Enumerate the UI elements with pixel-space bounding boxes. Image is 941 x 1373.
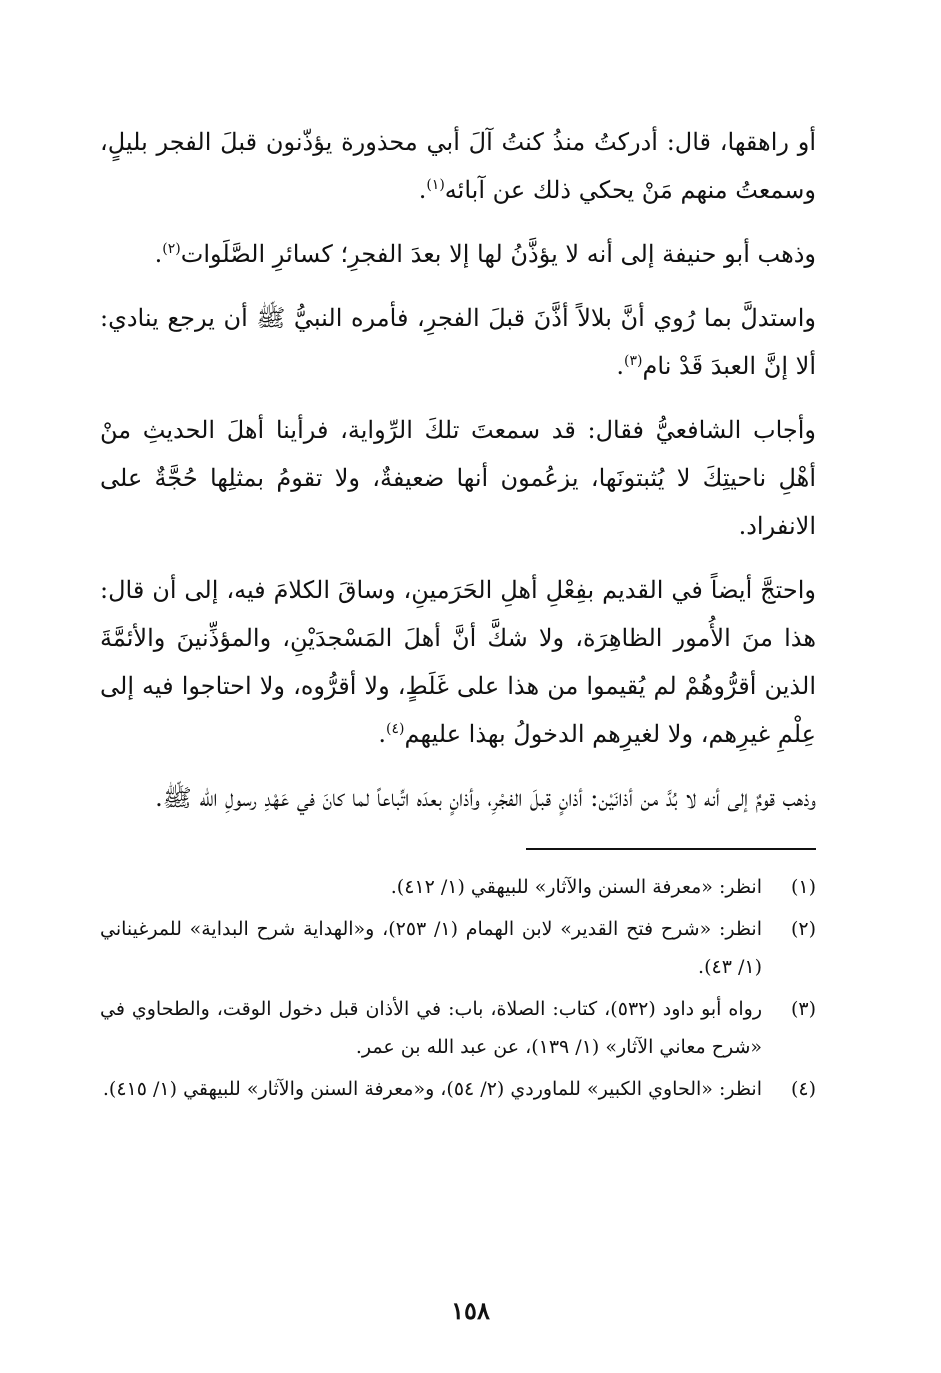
page-body [100, 118, 816, 1112]
footnote-4 [100, 1070, 816, 1108]
footnote-number: (١) [790, 876, 816, 898]
footnote-text: انظر: «الحاوي الكبير» للماوردي (٢/ ٥٤)، و«معرفة السنن والآثار» للبيهقي (١/ ٤١٥). [102, 1078, 762, 1100]
footnote-text: رواه أبو داود (٥٣٢)، كتاب: الصلاة، باب: في الأذان قبل دخول الوقت، والطحاوي في «شرح معاني الآثار» (١/ ١٣٩)، عن عبد الله بن عمر. [100, 998, 763, 1058]
footnote-divider [526, 848, 816, 850]
footnote-ref-3[interactable]: (٣) [624, 353, 643, 369]
footnote-text: انظر: «معرفة السنن والآثار» للبيهقي (١/ ٤١٢). [390, 876, 762, 898]
footnote-2 [100, 910, 816, 986]
footnote-3 [100, 990, 816, 1066]
paragraph-2: وذهب أبو حنيفة إلى أنه لا يؤذَّنُ لها إلا بعدَ الفجرِ؛ كسائرِ الصَّلَوات$^{(٢)}$. [154, 240, 816, 268]
footnote-1 [100, 868, 816, 906]
paragraph-3: واستدلَّ بما رُوي أنَّ بلالاً أذَّنَ قبلَ الفجرِ، فأمره النبيُّ ﷺ أن يرجع ينادي: ألا إنَّ العبدَ قَدْ نام$^{(٣)}$. [100, 304, 816, 380]
footnote-ref-1[interactable]: (١) [426, 177, 445, 193]
footnote-number: (٢) [790, 918, 816, 940]
footnote-ref-2[interactable]: (٢) [162, 241, 181, 257]
footnote-ref-4[interactable]: (٤) [386, 721, 405, 737]
paragraph-6: وذهب قومٌ إلى أنه لا بُدَّ من أذانَيْن: أذانٍ قبلَ الفجْرِ، وأذانٍ بعدَه اتِّباعاً لما كانَ في عَهْدِ رسولِ الله ﷺ. [155, 784, 816, 812]
paragraph-1: أو راهقها، قال: أدركتُ منذُ كنتُ آلَ أبي محذورة يؤذّنون قبلَ الفجر بليلٍ، وسمعتُ منهم مَنْ يحكي ذلك عن آبائه$^{(١)}$. [100, 128, 816, 204]
footnote-number: (٣) [790, 998, 816, 1020]
footnote-number: (٤) [790, 1078, 816, 1100]
page-number: ١٥٨ [451, 1296, 490, 1325]
paragraph-4: وأجاب الشافعيُّ فقال: قد سمعتَ تلكَ الرِّواية، فرأينا أهلَ الحديثِ منْ أهْلِ ناحيتِكَ لا يُثبتونَها، يزعُمون أنها ضعيفةٌ، ولا تقومُ بمثلِها حُجَّةٌ على الانفراد. [100, 416, 816, 540]
footnote-text: انظر: «شرح فتح القدير» لابن الهمام (١/ ٢٥٣)، و«الهداية شرح البداية» للمرغيناني (١/ ٤٣). [100, 918, 762, 978]
paragraph-5: واحتجَّ أيضاً في القديم بفِعْلِ أهلِ الحَرَمينِ، وساقَ الكلامَ فيه، إلى أن قال: هذا منَ الأُمور الظاهِرَة، ولا شكَّ أنَّ أهلَ المَسْجدَيْنِ، والمؤذِّنينَ والأئمَّةَ الذين أقرُّوهُمْ لم يُقيموا من هذا على غَلَطٍ، ولا أقرُّوه، ولا احتاجوا فيه إلى عِلْمِ غيرِهم، ولا لغيرِهم الدخولُ بهذا عليهم$^{(٤)}$. [100, 576, 816, 748]
